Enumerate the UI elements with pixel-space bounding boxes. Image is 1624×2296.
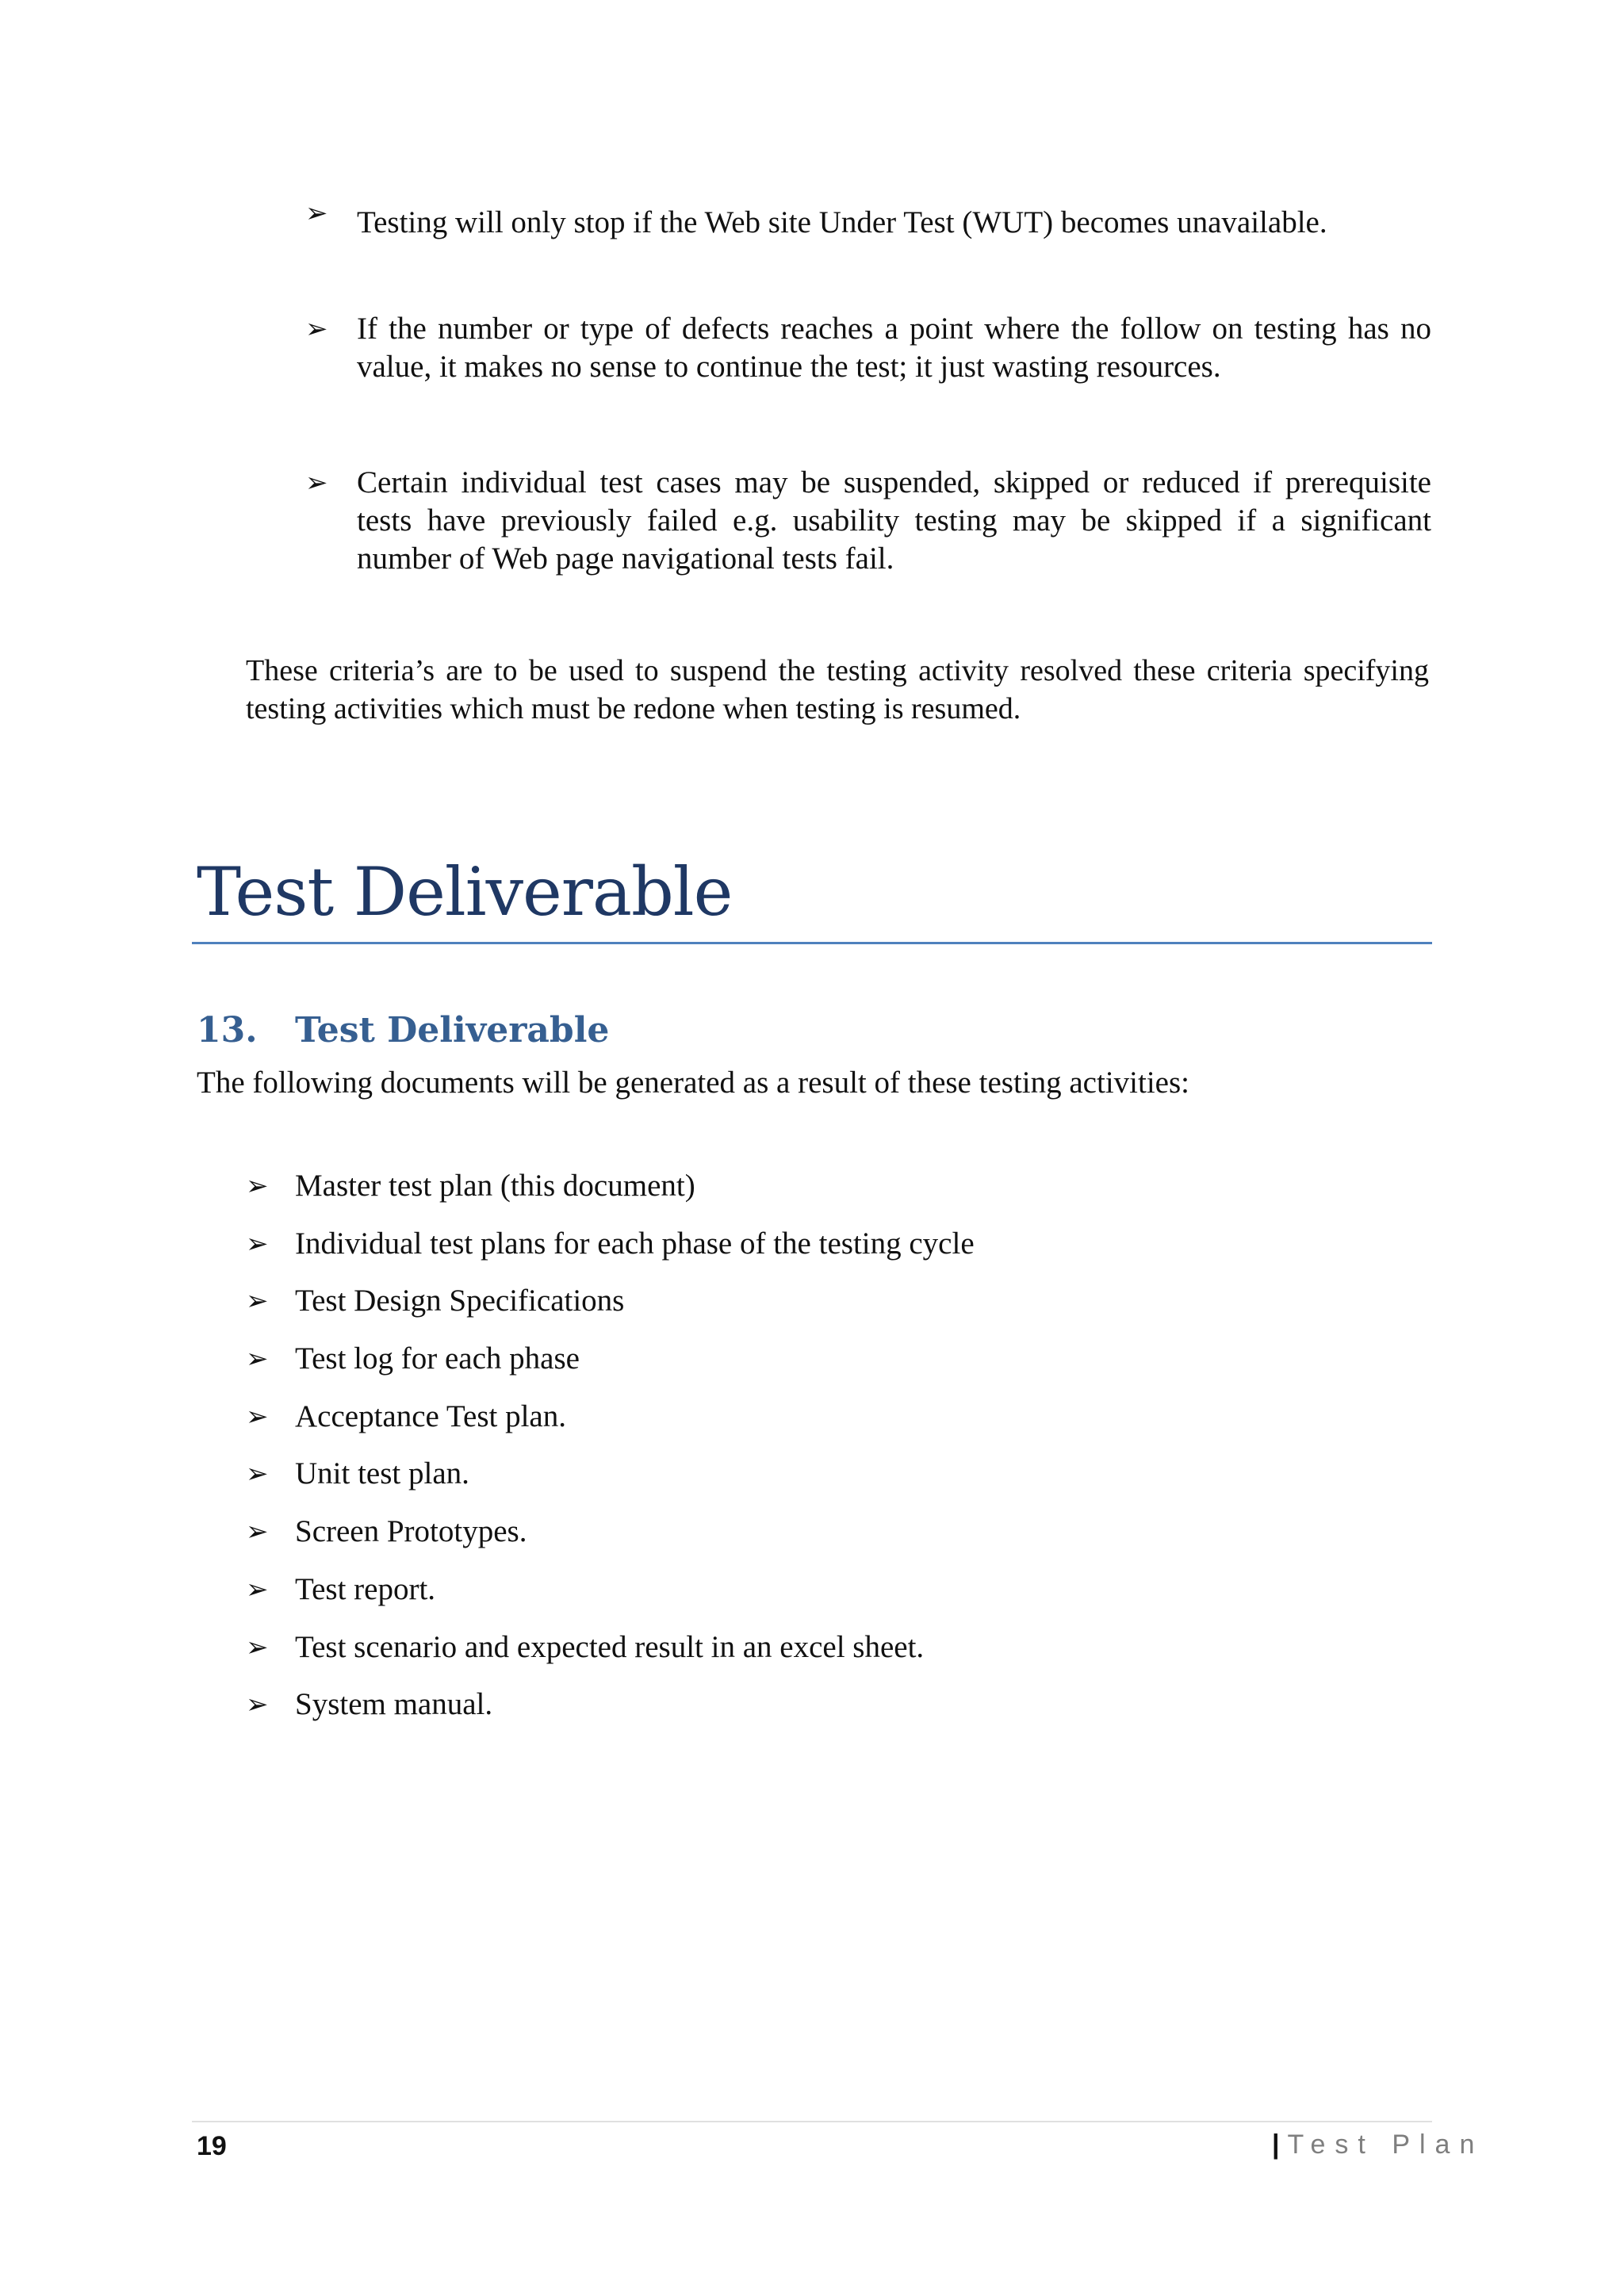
subsection-title: Test Deliverable (295, 1010, 610, 1050)
list-item (305, 464, 1431, 578)
subsection-heading (197, 1007, 609, 1054)
intro-text: The following documents will be generated as a result of these testing activities: (197, 1066, 1189, 1100)
list-item-text: Test log for each phase (295, 1341, 580, 1376)
arrow-bullet-icon: ➢ (246, 1400, 269, 1433)
arrow-bullet-icon: ➢ (246, 1458, 269, 1490)
list-item (305, 310, 1431, 464)
list-item (246, 1508, 1356, 1566)
arrow-bullet-icon: ➢ (246, 1516, 269, 1548)
subsection-number: 13. (197, 1010, 258, 1050)
deliverables-list (246, 1162, 1356, 1739)
list-item (246, 1220, 1356, 1278)
arrow-bullet-icon: ➢ (305, 197, 328, 229)
arrow-bullet-icon: ➢ (246, 1343, 269, 1376)
footer-label: Test Plan (1287, 2130, 1484, 2160)
arrow-bullet-icon: ➢ (246, 1170, 269, 1202)
page-number: 19 (197, 2131, 227, 2161)
list-item-text: Master test plan (this document) (295, 1169, 695, 1203)
list-item-text: Test Design Specifications (295, 1284, 625, 1318)
footer-divider (192, 2121, 1432, 2122)
arrow-bullet-icon: ➢ (246, 1573, 269, 1605)
arrow-bullet-icon: ➢ (305, 313, 328, 345)
suspension-paragraph: These criteria’s are to be used to suspend the testing activity resolved these criteria specifying testing activities which must be redone when testing is resumed. (246, 654, 1429, 725)
arrow-bullet-icon: ➢ (246, 1689, 269, 1721)
list-item (246, 1450, 1356, 1508)
list-item (246, 1393, 1356, 1451)
list-item-text: Individual test plans for each phase of the testing cycle (295, 1226, 975, 1261)
section-heading: Test Deliverable (197, 853, 733, 931)
list-item-text: If the number or type of defects reaches a point where the follow on testing has no value, it makes no sense to continue the test; it just wasting resources. (357, 312, 1431, 384)
list-item (305, 194, 1431, 310)
arrow-bullet-icon: ➢ (246, 1631, 269, 1663)
list-item (246, 1162, 1356, 1220)
list-item (246, 1624, 1356, 1682)
footer-title (1272, 2127, 1484, 2162)
footer-separator: | (1272, 2130, 1280, 2160)
list-item-text: Test report. (295, 1571, 436, 1606)
list-item (246, 1277, 1356, 1335)
suspension-criteria-list (305, 194, 1431, 578)
list-item-text: Testing will only stop if the Web site Under Test (WUT) becomes unavailable. (357, 205, 1327, 239)
list-item (246, 1566, 1356, 1624)
arrow-bullet-icon: ➢ (246, 1285, 269, 1318)
list-item (246, 1681, 1356, 1739)
arrow-bullet-icon: ➢ (246, 1227, 269, 1260)
list-item-text: Acceptance Test plan. (295, 1399, 566, 1433)
list-item (246, 1335, 1356, 1393)
list-item-text: System manual. (295, 1687, 493, 1722)
list-item-text: Screen Prototypes. (295, 1514, 527, 1549)
list-item-text: Unit test plan. (295, 1456, 469, 1491)
arrow-bullet-icon: ➢ (305, 467, 328, 499)
heading-divider (192, 942, 1432, 944)
list-item-text: Test scenario and expected result in an excel sheet. (295, 1629, 925, 1664)
list-item-text: Certain individual test cases may be suspended, skipped or reduced if prerequisite tests have previously failed e.g. usability testing may be skipped if a significant number of Web page navigational tests fail. (357, 465, 1431, 576)
